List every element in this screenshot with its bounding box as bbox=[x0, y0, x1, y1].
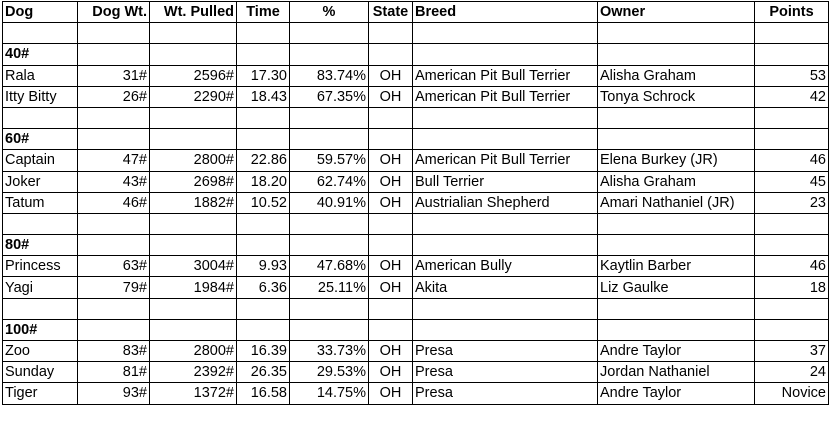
header-percent: % bbox=[290, 2, 369, 23]
header-weight-pulled: Wt. Pulled bbox=[150, 2, 237, 23]
header-points: Points bbox=[755, 2, 829, 23]
cell-time: 22.86 bbox=[237, 150, 290, 171]
cell-breed: Akita bbox=[413, 277, 598, 298]
cell-state: OH bbox=[369, 150, 413, 171]
cell-owner: Andre Taylor bbox=[598, 341, 755, 362]
cell-dog: Princess bbox=[3, 256, 78, 277]
cell-dog-weight: 79# bbox=[78, 277, 150, 298]
empty-cell bbox=[598, 23, 755, 44]
header-dog-weight: Dog Wt. bbox=[78, 2, 150, 23]
empty-cell bbox=[3, 298, 78, 319]
header-breed: Breed bbox=[413, 2, 598, 23]
empty-cell bbox=[237, 298, 290, 319]
empty-cell bbox=[755, 213, 829, 234]
cell-breed: Presa bbox=[413, 341, 598, 362]
empty-cell bbox=[78, 44, 150, 65]
cell-owner: Tonya Schrock bbox=[598, 86, 755, 107]
empty-cell bbox=[3, 213, 78, 234]
cell-state: OH bbox=[369, 362, 413, 383]
cell-weight-pulled: 2800# bbox=[150, 150, 237, 171]
table-row bbox=[3, 362, 829, 383]
empty-cell bbox=[290, 213, 369, 234]
cell-points: 24 bbox=[755, 362, 829, 383]
empty-cell bbox=[755, 235, 829, 256]
cell-state: OH bbox=[369, 341, 413, 362]
cell-time: 18.20 bbox=[237, 171, 290, 192]
empty-cell bbox=[755, 129, 829, 150]
empty-cell bbox=[150, 23, 237, 44]
spacer-row bbox=[3, 107, 829, 128]
empty-cell bbox=[598, 235, 755, 256]
empty-cell bbox=[413, 235, 598, 256]
spacer-row bbox=[3, 213, 829, 234]
empty-cell bbox=[150, 129, 237, 150]
empty-cell bbox=[598, 129, 755, 150]
empty-cell bbox=[150, 235, 237, 256]
table-row bbox=[3, 277, 829, 298]
empty-cell bbox=[369, 23, 413, 44]
cell-owner: Amari Nathaniel (JR) bbox=[598, 192, 755, 213]
cell-percent: 62.74% bbox=[290, 171, 369, 192]
cell-percent: 33.73% bbox=[290, 341, 369, 362]
empty-cell bbox=[78, 319, 150, 340]
group-row bbox=[3, 319, 829, 340]
spacer-row bbox=[3, 298, 829, 319]
cell-dog: Yagi bbox=[3, 277, 78, 298]
cell-percent: 67.35% bbox=[290, 86, 369, 107]
empty-cell bbox=[237, 235, 290, 256]
empty-cell bbox=[237, 107, 290, 128]
cell-state: OH bbox=[369, 383, 413, 404]
empty-cell bbox=[598, 44, 755, 65]
empty-cell bbox=[78, 235, 150, 256]
empty-cell bbox=[290, 235, 369, 256]
cell-dog-weight: 81# bbox=[78, 362, 150, 383]
empty-cell bbox=[413, 129, 598, 150]
empty-cell bbox=[78, 129, 150, 150]
empty-cell bbox=[413, 298, 598, 319]
cell-percent: 29.53% bbox=[290, 362, 369, 383]
empty-cell bbox=[290, 23, 369, 44]
cell-weight-pulled: 1984# bbox=[150, 277, 237, 298]
empty-cell bbox=[150, 213, 237, 234]
empty-cell bbox=[369, 319, 413, 340]
empty-cell bbox=[78, 107, 150, 128]
empty-cell bbox=[290, 129, 369, 150]
empty-cell bbox=[413, 107, 598, 128]
cell-breed: Bull Terrier bbox=[413, 171, 598, 192]
empty-cell bbox=[78, 213, 150, 234]
weight-class-label: 80# bbox=[3, 235, 78, 256]
empty-cell bbox=[598, 107, 755, 128]
cell-percent: 25.11% bbox=[290, 277, 369, 298]
cell-owner: Alisha Graham bbox=[598, 65, 755, 86]
cell-state: OH bbox=[369, 256, 413, 277]
empty-cell bbox=[290, 319, 369, 340]
cell-percent: 47.68% bbox=[290, 256, 369, 277]
cell-breed: American Bully bbox=[413, 256, 598, 277]
table-row bbox=[3, 65, 829, 86]
cell-time: 26.35 bbox=[237, 362, 290, 383]
cell-dog-weight: 26# bbox=[78, 86, 150, 107]
cell-breed: American Pit Bull Terrier bbox=[413, 150, 598, 171]
cell-breed: Presa bbox=[413, 362, 598, 383]
results-table bbox=[2, 1, 829, 405]
weight-class-label: 60# bbox=[3, 129, 78, 150]
empty-cell bbox=[237, 23, 290, 44]
empty-cell bbox=[369, 298, 413, 319]
cell-points: 53 bbox=[755, 65, 829, 86]
cell-dog-weight: 93# bbox=[78, 383, 150, 404]
cell-breed: American Pit Bull Terrier bbox=[413, 65, 598, 86]
cell-dog: Captain bbox=[3, 150, 78, 171]
table-row bbox=[3, 171, 829, 192]
empty-cell bbox=[290, 298, 369, 319]
cell-weight-pulled: 2800# bbox=[150, 341, 237, 362]
cell-time: 16.58 bbox=[237, 383, 290, 404]
table-row bbox=[3, 383, 829, 404]
cell-dog: Sunday bbox=[3, 362, 78, 383]
cell-state: OH bbox=[369, 192, 413, 213]
cell-state: OH bbox=[369, 277, 413, 298]
empty-cell bbox=[3, 23, 78, 44]
cell-dog: Tatum bbox=[3, 192, 78, 213]
cell-dog-weight: 31# bbox=[78, 65, 150, 86]
cell-weight-pulled: 3004# bbox=[150, 256, 237, 277]
table-row bbox=[3, 150, 829, 171]
cell-dog-weight: 47# bbox=[78, 150, 150, 171]
cell-time: 16.39 bbox=[237, 341, 290, 362]
cell-dog: Tiger bbox=[3, 383, 78, 404]
cell-owner: Elena Burkey (JR) bbox=[598, 150, 755, 171]
group-row bbox=[3, 129, 829, 150]
group-row bbox=[3, 44, 829, 65]
cell-weight-pulled: 2698# bbox=[150, 171, 237, 192]
header-state: State bbox=[369, 2, 413, 23]
empty-cell bbox=[150, 44, 237, 65]
cell-breed: American Pit Bull Terrier bbox=[413, 86, 598, 107]
cell-state: OH bbox=[369, 65, 413, 86]
weight-class-label: 100# bbox=[3, 319, 78, 340]
cell-points: Novice bbox=[755, 383, 829, 404]
table-body bbox=[3, 23, 829, 404]
cell-weight-pulled: 1372# bbox=[150, 383, 237, 404]
cell-points: 42 bbox=[755, 86, 829, 107]
empty-cell bbox=[413, 213, 598, 234]
empty-cell bbox=[755, 23, 829, 44]
cell-time: 6.36 bbox=[237, 277, 290, 298]
cell-dog-weight: 83# bbox=[78, 341, 150, 362]
cell-owner: Jordan Nathaniel bbox=[598, 362, 755, 383]
cell-owner: Andre Taylor bbox=[598, 383, 755, 404]
weight-class-label: 40# bbox=[3, 44, 78, 65]
header-owner: Owner bbox=[598, 2, 755, 23]
cell-points: 46 bbox=[755, 256, 829, 277]
empty-cell bbox=[369, 107, 413, 128]
cell-breed: Presa bbox=[413, 383, 598, 404]
cell-dog: Itty Bitty bbox=[3, 86, 78, 107]
cell-state: OH bbox=[369, 171, 413, 192]
cell-weight-pulled: 2596# bbox=[150, 65, 237, 86]
cell-weight-pulled: 2392# bbox=[150, 362, 237, 383]
empty-cell bbox=[78, 298, 150, 319]
cell-time: 10.52 bbox=[237, 192, 290, 213]
empty-cell bbox=[290, 107, 369, 128]
empty-cell bbox=[598, 213, 755, 234]
spacer-row bbox=[3, 23, 829, 44]
empty-cell bbox=[237, 213, 290, 234]
table-row bbox=[3, 256, 829, 277]
header-row bbox=[3, 2, 829, 23]
empty-cell bbox=[755, 298, 829, 319]
empty-cell bbox=[413, 23, 598, 44]
cell-time: 17.30 bbox=[237, 65, 290, 86]
empty-cell bbox=[755, 44, 829, 65]
cell-weight-pulled: 2290# bbox=[150, 86, 237, 107]
cell-time: 18.43 bbox=[237, 86, 290, 107]
empty-cell bbox=[290, 44, 369, 65]
cell-dog-weight: 46# bbox=[78, 192, 150, 213]
empty-cell bbox=[150, 319, 237, 340]
empty-cell bbox=[369, 235, 413, 256]
cell-percent: 59.57% bbox=[290, 150, 369, 171]
cell-dog-weight: 63# bbox=[78, 256, 150, 277]
table-row bbox=[3, 192, 829, 213]
cell-percent: 14.75% bbox=[290, 383, 369, 404]
empty-cell bbox=[150, 107, 237, 128]
cell-owner: Liz Gaulke bbox=[598, 277, 755, 298]
empty-cell bbox=[3, 107, 78, 128]
empty-cell bbox=[237, 319, 290, 340]
cell-points: 23 bbox=[755, 192, 829, 213]
group-row bbox=[3, 235, 829, 256]
cell-owner: Alisha Graham bbox=[598, 171, 755, 192]
cell-points: 45 bbox=[755, 171, 829, 192]
empty-cell bbox=[150, 298, 237, 319]
table-row bbox=[3, 341, 829, 362]
cell-state: OH bbox=[369, 86, 413, 107]
empty-cell bbox=[755, 107, 829, 128]
cell-time: 9.93 bbox=[237, 256, 290, 277]
empty-cell bbox=[413, 44, 598, 65]
empty-cell bbox=[755, 319, 829, 340]
cell-dog-weight: 43# bbox=[78, 171, 150, 192]
empty-cell bbox=[369, 213, 413, 234]
empty-cell bbox=[78, 23, 150, 44]
cell-percent: 40.91% bbox=[290, 192, 369, 213]
empty-cell bbox=[598, 298, 755, 319]
table-row bbox=[3, 86, 829, 107]
cell-points: 18 bbox=[755, 277, 829, 298]
cell-percent: 83.74% bbox=[290, 65, 369, 86]
cell-dog: Rala bbox=[3, 65, 78, 86]
cell-owner: Kaytlin Barber bbox=[598, 256, 755, 277]
cell-weight-pulled: 1882# bbox=[150, 192, 237, 213]
empty-cell bbox=[369, 44, 413, 65]
cell-breed: Austrialian Shepherd bbox=[413, 192, 598, 213]
empty-cell bbox=[237, 129, 290, 150]
cell-dog: Zoo bbox=[3, 341, 78, 362]
empty-cell bbox=[413, 319, 598, 340]
header-time: Time bbox=[237, 2, 290, 23]
cell-dog: Joker bbox=[3, 171, 78, 192]
cell-points: 37 bbox=[755, 341, 829, 362]
empty-cell bbox=[598, 319, 755, 340]
empty-cell bbox=[369, 129, 413, 150]
empty-cell bbox=[237, 44, 290, 65]
header-dog: Dog bbox=[3, 2, 78, 23]
cell-points: 46 bbox=[755, 150, 829, 171]
